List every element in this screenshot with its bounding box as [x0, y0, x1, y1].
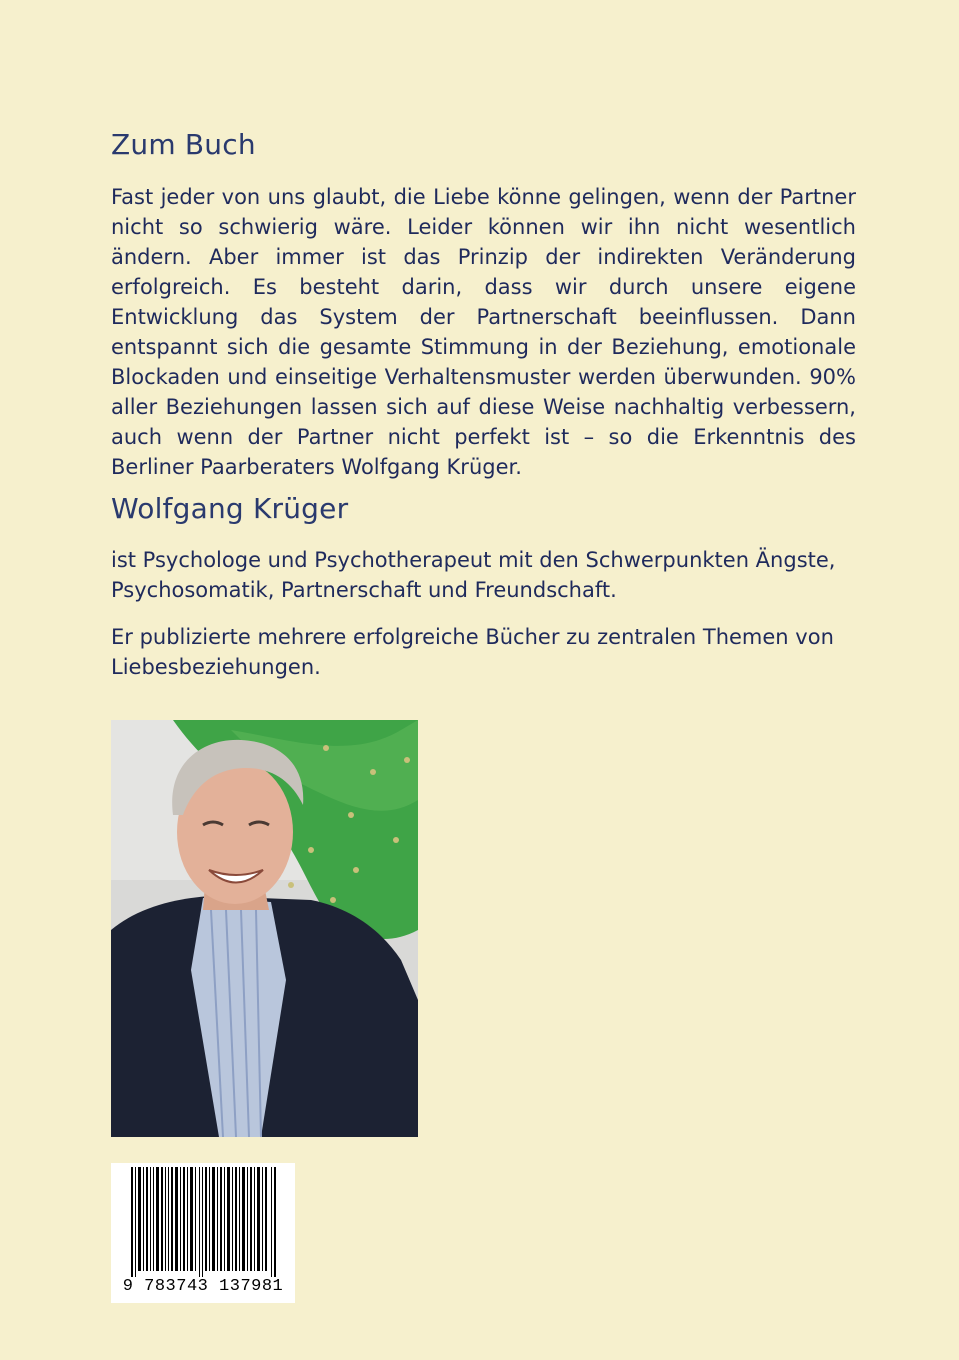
author-photo	[111, 720, 418, 1137]
barcode-digits: 9 783743 137981	[122, 1277, 284, 1296]
author-publications-paragraph: Er publizierte mehrere erfolgreiche Bücher zu zentralen Themen von Liebesbeziehungen.	[111, 625, 834, 679]
section-title-about-book: Zum Buch	[111, 128, 256, 161]
section-title-author: Wolfgang Krüger	[111, 492, 349, 525]
author-photo-illustration	[111, 720, 418, 1137]
isbn-barcode	[111, 1163, 295, 1303]
author-bio-paragraph: ist Psychologe und Psychotherapeut mit den Schwerpunkten Ängste, Psychosomatik, Partnerschaft und Freundschaft.	[111, 548, 836, 602]
barcode-bars	[131, 1167, 277, 1277]
book-description: Fast jeder von uns glaubt, die Liebe könne gelingen, wenn der Partner nicht so schwierig wäre. Leider können wir ihn nicht wesentlich ändern. Aber immer ist das Prinzip der indirekten Veränderung erfolgreich. Es besteht darin, dass wir durch unsere eigene Entwicklung das System der Partnerschaft beeinflussen. Dann entspannt sich die gesamte Stimmung in der Beziehung, emotionale Blockaden und einseitige Verhaltensmuster werden überwunden. 90% aller Beziehungen lassen sich auf diese Weise nachhaltig verbessern, auch wenn der Partner nicht perfekt ist – so die Erkenntnis des Berliner Paarberaters Wolfgang Krüger.	[111, 185, 856, 479]
